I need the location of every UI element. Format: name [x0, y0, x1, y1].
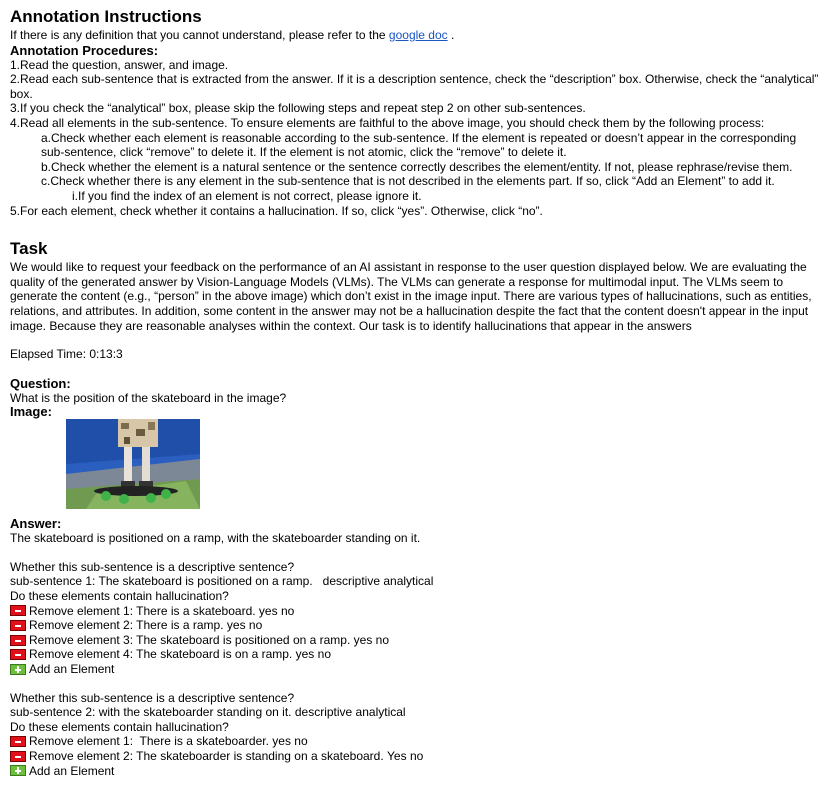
- element-text: There is a ramp.: [133, 618, 227, 633]
- yes-option[interactable]: yes: [353, 632, 373, 647]
- subsentence-block-1: [10, 560, 820, 677]
- remove-element-label[interactable]: Remove element 2:: [29, 618, 134, 633]
- remove-element-label[interactable]: Remove element 1:: [29, 734, 134, 749]
- no-option[interactable]: no: [280, 603, 295, 618]
- element-text: The skateboard is on a ramp.: [133, 647, 296, 662]
- add-icon[interactable]: [10, 664, 26, 675]
- remove-element-label[interactable]: Remove element 3:: [29, 632, 134, 647]
- no-option[interactable]: no: [294, 734, 308, 749]
- image-label: Image:: [10, 404, 52, 420]
- step-1: 1.Read the question, answer, and image.: [10, 57, 229, 72]
- element-row: [10, 647, 820, 662]
- element-text: The skateboarder is standing on a skateboard.: [133, 749, 388, 763]
- answer-text: The skateboard is positioned on a ramp, with the skateboarder standing on it.: [10, 531, 421, 546]
- no-option[interactable]: no: [375, 632, 390, 647]
- descriptive-question: Whether this sub-sentence is a descriptive sentence?: [10, 690, 295, 705]
- descriptive-option[interactable]: descriptive: [294, 705, 353, 720]
- step-4b: b.Check whether the element is a natural sentence or the sentence correctly describes the element/entity. If not, please rephrase/revise them.: [41, 159, 793, 174]
- add-element-button[interactable]: Add an Element: [29, 662, 115, 677]
- descriptive-option[interactable]: descriptive: [322, 574, 380, 589]
- question-text: What is the position of the skateboard in the image?: [10, 390, 287, 405]
- no-option[interactable]: no: [409, 749, 424, 763]
- no-option[interactable]: no: [248, 618, 263, 633]
- hallucination-question: Do these elements contain hallucination?: [10, 719, 229, 734]
- analytical-option[interactable]: analytical: [355, 705, 406, 720]
- instructions-title: Annotation Instructions: [10, 7, 202, 26]
- step-4c: c.Check whether there is any element in the sub-sentence that is not described in the elements part. If so, click “Add an Element” to add it.: [41, 174, 775, 189]
- remove-element-label[interactable]: Remove element 2:: [29, 749, 134, 763]
- procedures-title: Annotation Procedures:: [10, 42, 159, 58]
- yes-option[interactable]: yes: [295, 647, 315, 662]
- google-doc-link[interactable]: google doc: [388, 28, 448, 42]
- descriptive-question: Whether this sub-sentence is a descriptive sentence?: [10, 559, 295, 574]
- skateboard-illustration: [66, 419, 200, 509]
- subsentence-block-2: [10, 691, 820, 779]
- yes-option[interactable]: yes: [272, 734, 291, 749]
- task-description: We would like to request your feedback on the performance of an AI assistant in response to the user question displayed below. We are evaluating the quality of the generated answer by Vision-Language Models (VLMs). The VLMs can generate a response for multimodal input. The VLMs seem to generate the content (e.g., “person” in the above image) which don’t exist in the image input. There are various types of hallucinations, such as entities, relations, and attributes. In addition, some content in the answer may not be a hallucination despite the fact that the content doesn't appear in the input image. Because they are reasonable analyses within the context. Our task is to identify hallucinations that appear in the answers: [10, 260, 812, 333]
- element-text: There is a skateboard.: [133, 603, 259, 618]
- element-text: The skateboard is positioned on a ramp.: [133, 632, 354, 647]
- step-3: 3.If you check the “analytical” box, please skip the following steps and repeat step 2 on other sub-sentences.: [10, 101, 586, 116]
- add-icon[interactable]: [10, 765, 26, 776]
- intro-text: If there is any definition that you cannot understand, please refer to the: [10, 28, 386, 42]
- skateboard-image: [66, 419, 200, 509]
- element-row: [10, 734, 820, 749]
- subsentence-text: [10, 705, 820, 720]
- element-row: [10, 604, 820, 619]
- hallucination-question: Do these elements contain hallucination?: [10, 589, 229, 604]
- remove-element-label[interactable]: Remove element 1:: [29, 603, 134, 618]
- yes-option[interactable]: yes: [226, 618, 246, 633]
- elapsed-time: Elapsed Time: 0:13:3: [10, 347, 123, 362]
- subsentence-label: sub-sentence 1: The skateboard is positioned on a ramp.: [10, 574, 323, 589]
- step-2: 2.Read each sub-sentence that is extracted from the answer. If it is a description sentence, check the “description” box. Otherwise, check the “analytical” box.: [10, 72, 819, 101]
- instructions-intro: [10, 28, 820, 43]
- subsentence-label: sub-sentence 2: with the skateboarder standing on it.: [10, 705, 295, 720]
- remove-icon[interactable]: [10, 605, 26, 616]
- no-option[interactable]: no: [317, 647, 331, 662]
- element-row: [10, 749, 820, 764]
- step-4c-i: i.If you find the index of an element is not correct, please ignore it.: [72, 188, 422, 203]
- remove-icon[interactable]: [10, 635, 26, 646]
- element-row: [10, 633, 820, 648]
- element-text: There is a skateboarder.: [133, 734, 273, 749]
- subsentence-text: [10, 574, 820, 589]
- element-row: [10, 618, 820, 633]
- add-element-row[interactable]: [10, 662, 820, 677]
- add-element-row[interactable]: [10, 764, 820, 779]
- intro-end: .: [447, 28, 455, 42]
- question-label: Question:: [10, 375, 71, 391]
- yes-option[interactable]: Yes: [387, 749, 407, 763]
- task-title: Task: [10, 239, 48, 259]
- remove-icon[interactable]: [10, 751, 26, 762]
- step-5: 5.For each element, check whether it contains a hallucination. If so, click “yes”. Otherwise, click “no”.: [10, 203, 543, 218]
- step-4: 4.Read all elements in the sub-sentence. To ensure elements are faithful to the above image, you should check them by the following process:: [10, 115, 765, 130]
- remove-icon[interactable]: [10, 649, 26, 660]
- analytical-option[interactable]: analytical: [383, 574, 434, 589]
- add-element-button[interactable]: Add an Element: [29, 763, 115, 778]
- remove-icon[interactable]: [10, 736, 26, 747]
- answer-label: Answer:: [10, 516, 62, 532]
- remove-element-label[interactable]: Remove element 4:: [29, 647, 134, 662]
- remove-icon[interactable]: [10, 620, 26, 631]
- yes-option[interactable]: yes: [258, 603, 278, 618]
- step-4a: a.Check whether each element is reasonable according to the sub-sentence. If the element is repeated or doesn’t appear in the corresponding sub-sentence, click “remove” to delete it. If the element is not atomic, click the “remove” to delete it.: [41, 130, 797, 160]
